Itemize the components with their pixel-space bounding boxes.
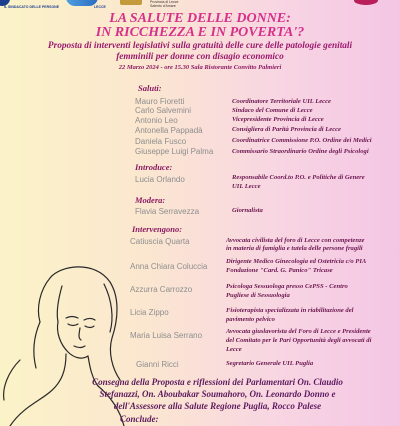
subtitle-line1: Proposta di interventi legislativi sulla gratuità delle cure delle patologie genitali xyxy=(47,41,353,51)
speaker-role-line2: pavimento pelvico xyxy=(226,316,275,323)
event-date: 22 Marzo 2024 - ore 15.30 Sala Ristorante Convitto Palmieri xyxy=(118,64,282,71)
list-item-name: Antonio Leo xyxy=(135,116,178,125)
section-concludono: Conclude: xyxy=(120,414,159,424)
list-item-name: Mauro Fioretti xyxy=(135,97,185,106)
speaker-name: Catiuscia Quarta xyxy=(130,237,190,246)
list-item-role: Commissario Straordinario Ordine degli Psicologi xyxy=(232,148,369,155)
speaker-role-line2: Pugliese di Sessuologia xyxy=(226,292,290,299)
introduce-name: Lucia Orlando xyxy=(135,175,185,184)
section-intervengono: Intervengono: xyxy=(132,224,183,234)
speaker-role-line1: Avvocata civilista del foro di Lecce con competenze xyxy=(226,237,365,244)
page-title-line2: IN RICCHEZZA E IN POVERTA'? xyxy=(95,25,305,40)
footer-line2: Stefanazzi, On. Aboubakar Soumahoro, On. Leonardo Donno e xyxy=(99,389,336,399)
page-title-line1: LA SALUTE DELLE DONNE: xyxy=(109,11,291,26)
speaker-role-line1: Avvocata giuslavorista del Foro di Lecce e Presidente xyxy=(226,328,371,335)
list-item-role: Coordinatrice Commissione P.O. Ordine dei Medici xyxy=(232,137,372,144)
speaker-role-line1: Psicologa Sessuologa presso CePSS - Centro xyxy=(226,283,348,290)
speaker-name: Gianni Ricci xyxy=(136,360,179,369)
footer-line3: dell'Assessore alla Salute Regione Puglia, Rocco Palese xyxy=(113,401,322,411)
list-item-role: Sindaco del Comune di Lecce xyxy=(232,107,313,114)
section-introduce: Introduce: xyxy=(135,162,173,172)
list-item-role: Vicepresidente Provincia di Lecce xyxy=(232,116,324,123)
logo-strip xyxy=(0,0,400,10)
speaker-name: Licia Zippo xyxy=(130,308,169,317)
list-item-name: Antonella Pappadà xyxy=(135,126,203,135)
list-item-role: Consigliera di Parità Provincia di Lecce xyxy=(232,126,341,133)
org-mid2-label: Provincia di Lecce xyxy=(150,0,179,4)
speaker-role-line1: Dirigente Medico Ginecologia ed Ostetricia c/o PIA xyxy=(226,258,367,265)
org-mid1-label: LECCE xyxy=(94,5,106,9)
list-item-name: Giuseppe Luigi Palma xyxy=(135,147,214,156)
introduce-role-line2: UIL Lecce xyxy=(232,183,261,190)
right-logo-icon xyxy=(354,0,378,5)
org-left-label: IL SINDACATO DELLE PERSONE xyxy=(4,5,60,9)
footer-line1: Consegna della Proposta e riflessioni dei Parlamentari On. Claudio xyxy=(92,377,343,387)
org-mid3-label: Salento d'Amare xyxy=(150,4,176,8)
speaker-role-line2: Fondazione "Card. G. Panico" Tricase xyxy=(226,267,333,274)
section-saluti: Saluti: xyxy=(138,83,162,93)
speaker-name: Maria Luisa Serrano xyxy=(130,331,203,340)
introduce-role-line1: Responsabile Coord.to P.O. e Politiche di Genere xyxy=(232,174,365,181)
province-logo-icon xyxy=(120,0,142,5)
modera-name: Flavia Serravezza xyxy=(135,207,200,216)
list-item-name: Carlo Salvemini xyxy=(135,106,192,115)
speaker-name: Anna Chiara Coluccia xyxy=(130,262,208,271)
speaker-role-line1: Fisioterapista specializzata in riabilitazione del xyxy=(226,307,354,314)
speaker-role-line1: Segretario Generale UIL Puglia xyxy=(226,360,314,367)
list-item-name: Daniela Fusco xyxy=(135,137,187,146)
list-item-role: Coordinatore Territoriale UIL Lecce xyxy=(232,98,331,105)
speaker-name: Azzurra Carrozzo xyxy=(130,285,193,294)
speaker-role-line2: del Comitato per le Pari Opportunità degli avvocati di xyxy=(226,337,372,344)
speaker-role-line2: in materia di famiglia e tutela delle persone fragili xyxy=(226,245,363,252)
section-modera: Modera: xyxy=(135,195,166,205)
modera-role: Giornalista xyxy=(232,207,263,214)
speaker-role-line3: Lecce xyxy=(226,346,242,353)
subtitle-line2: femminili per donne con disagio economico xyxy=(116,52,284,62)
